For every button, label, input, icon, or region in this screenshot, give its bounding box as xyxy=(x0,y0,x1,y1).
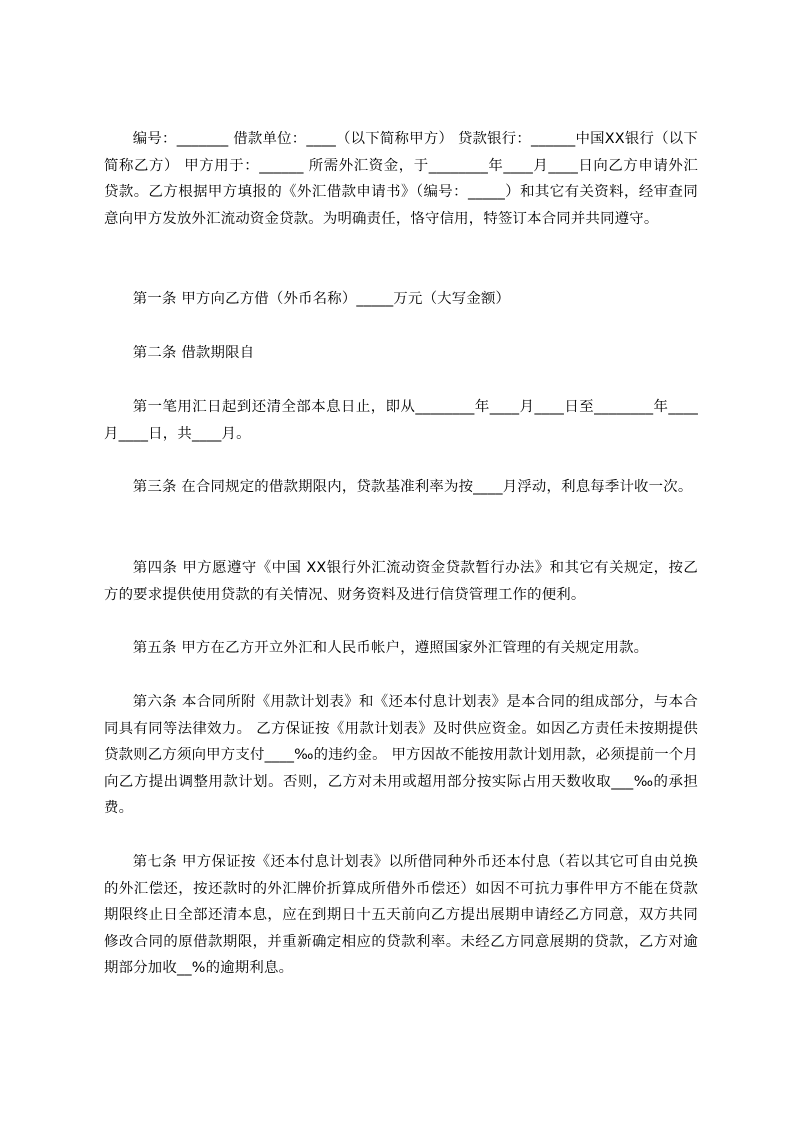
article-4-compliance: 第四条 甲方愿遵守《中国 XX银行外汇流动资金贷款暂行办法》和其它有关规定，按乙方的要求提供使用贷款的有关情况、财务资料及进行信贷管理工作的便利。 xyxy=(104,560,698,603)
article-5-accounts: 第五条 甲方在乙方开立外汇和人民币帐户，遵照国家外汇管理的有关规定用款。 xyxy=(132,640,649,656)
article-3-interest: 第三条 在合同规定的借款期限内，贷款基准利率为按____月浮动，利息每季计收一次。 xyxy=(132,479,693,495)
article-6-plans: 第六条 本合同所附《用款计划表》和《还本付息计划表》是本合同的组成部分，与本合同具有同等法律效力。 乙方保证按《用款计划表》及时供应资金。如因乙方责任未按期提供贷款则乙方须向甲方支付____‰的违约金。 甲方因故不能按用款计划用款，必须提前一个月向乙方提出调整用款计划。否则，乙方对未用或超用部分按实际占用天数收取___‰的承担费。 xyxy=(104,694,698,817)
contract-preamble: 编号：_______ 借款单位：____（以下简称甲方） 贷款银行：______中国XX银行（以下简称乙方） 甲方用于：______ 所需外汇资金，于________年____月____日向乙方申请外汇贷款。乙方根据甲方填报的《外汇借款申请书》（编号：_____）和其它有关资料，经审查同意向甲方发放外汇流动资金贷款。为明确责任，恪守信用，特签订本合同并共同遵守。 xyxy=(104,131,698,227)
article-7-repayment: 第七条 甲方保证按《还本付息计划表》以所借同种外币还本付息（若以其它可自由兑换的外汇偿还，按还款时的外汇牌价折算成所借外币偿还）如因不可抗力事件甲方不能在贷款期限终止日全部还清本息，应在到期日十五天前向乙方提出展期申请经乙方同意，双方共同修改合同的原借款期限，并重新确定相应的贷款利率。未经乙方同意展期的贷款，乙方对逾期部分加收__%的逾期利息。 xyxy=(104,854,698,977)
article-2-loan-period: 第一笔用汇日起到还清全部本息日止，即从________年____月____日至________年____月____日，共____月。 xyxy=(104,399,698,442)
article-1-loan-amount: 第一条 甲方向乙方借（外币名称）_____万元（大写金额） xyxy=(132,291,511,307)
article-2-heading: 第二条 借款期限自 xyxy=(132,345,255,361)
